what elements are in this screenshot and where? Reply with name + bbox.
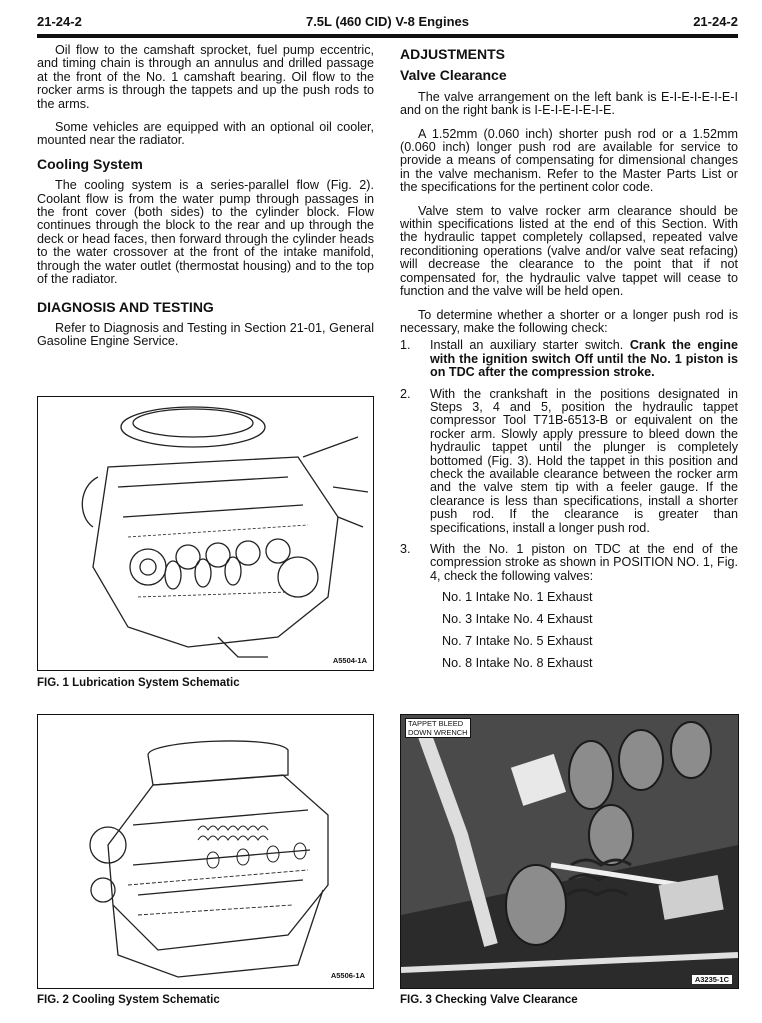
figure-3-caption: FIG. 3 Checking Valve Clearance xyxy=(400,994,578,1006)
figure-2-code: A5506-1A xyxy=(330,971,365,980)
header-rule xyxy=(37,34,738,38)
valve-check-item: No. 3 Intake No. 4 Exhaust xyxy=(442,612,593,627)
check-intro-paragraph: To determine whether a shorter or a longer push rod is necessary, make the following check: xyxy=(400,307,738,335)
figure-1-caption: FIG. 1 Lubrication System Schematic xyxy=(37,677,240,689)
oil-cooler-paragraph: Some vehicles are equipped with an optional oil cooler, mounted near the radiator. xyxy=(37,120,374,148)
page-title: 7.5L (460 CID) V-8 Engines xyxy=(305,14,470,29)
diagnosis-paragraph: Refer to Diagnosis and Testing in Section 21-01, General Gasoline Engine Service. xyxy=(37,320,374,349)
cooling-system-heading: Cooling System xyxy=(37,155,143,172)
diagnosis-heading: DIAGNOSIS AND TESTING xyxy=(37,298,214,315)
clearance-spec-paragraph: Valve stem to valve rocker arm clearance should be within specifications listed at the end of this Section. With the hydraulic tappet completely collapsed, repeated valve reconditioning operations (valve and/or valve seat refacing) will decrease the clearance to the point that if not compensated for, the hydraulic valve tappet will cease to function and the valve will be held open. xyxy=(400,203,738,299)
valve-check-item: No. 8 Intake No. 8 Exhaust xyxy=(442,655,593,670)
valve-check-item: No. 7 Intake No. 5 Exhaust xyxy=(442,634,593,649)
right-column xyxy=(400,44,738,679)
figure-3-code: A3235-1C xyxy=(692,975,732,984)
oil-flow-paragraph: Oil flow to the camshaft sprocket, fuel pump eccentric, and timing chain is through an annulus and drilled passage at the front of the No. 1 camshaft bearing. Oil flow to the rocker arms is through the tappets and up the push rods to the arms. xyxy=(37,43,374,111)
step-1: 1. Install an auxiliary starter switch. Crank the engine with the ignition switch Off until the No. 1 piston is on TDC after the compression stroke. xyxy=(400,338,738,380)
page-header xyxy=(37,12,738,36)
figure-1-code: A5504-1A xyxy=(332,656,367,665)
figure-3-photo xyxy=(400,714,739,989)
cooling-system-paragraph: The cooling system is a series-parallel flow (Fig. 2). Coolant flow is from the water pump through passages in the front cover (both sides) to the cylinder block. Flow continues through the block to the rear and up through the deck or head faces, then forward through the cylinder heads to the water crossover at the front of the intake manifold, through the water outlet (thermostat housing) and to the top of the radiator. xyxy=(37,178,374,287)
figure-2-caption: FIG. 2 Cooling System Schematic xyxy=(37,994,220,1006)
procedure-steps xyxy=(400,339,738,583)
step-3: 3. With the No. 1 piston on TDC at the end of the compression stroke as shown in POSITION NO. 1, Fig. 4, check the following valves: xyxy=(400,542,738,583)
valve-clearance-heading: Valve Clearance xyxy=(400,67,507,84)
step-2: 2. With the crankshaft in the positions designated in Steps 3, 4 and 5, position the hydraulic tappet compressor Tool T71B-6513-B or equivalent on the rocker arm. Slowly apply pressure to bleed down the hydraulic tappet until the plunger is completely bottomed (Fig. 3). Hold the tappet in this position and check the available clearance between the rocker arm and the valve stem tip with a feeler gauge. If the clearance is less than specifications, install a shorter push rod. If the clearance is greater than specifications, install a longer push rod. xyxy=(400,386,738,535)
valve-check-item: No. 1 Intake No. 1 Exhaust xyxy=(442,590,593,605)
push-rod-paragraph: A 1.52mm (0.060 inch) shorter push rod or a 1.52mm (0.060 inch) longer push rod are available for service to provide a means of compensating for dimensional changes in the valve mechanism. Refer to the Master Parts List or the specifications for the pertinent color code. xyxy=(400,126,738,195)
figure-1-lubrication xyxy=(37,396,374,671)
figure-2-cooling xyxy=(37,714,374,989)
valve-arrangement-paragraph: The valve arrangement on the left bank is E-I-E-I-E-I-E-I and on the right bank is I-E-I-E-I-E-I-E. xyxy=(400,89,738,118)
left-column xyxy=(37,44,374,359)
valve-clearance-photo xyxy=(401,715,738,988)
cooling-schematic-illustration xyxy=(38,715,373,988)
page-number-right: 21-24-2 xyxy=(693,14,738,29)
valve-check-list xyxy=(442,591,738,670)
adjustments-heading: ADJUSTMENTS xyxy=(400,46,506,62)
lubrication-schematic-illustration xyxy=(38,397,373,670)
page-number-left: 21-24-2 xyxy=(37,14,82,29)
tool-callout-label: TAPPET BLEED DOWN WRENCH xyxy=(405,718,471,738)
